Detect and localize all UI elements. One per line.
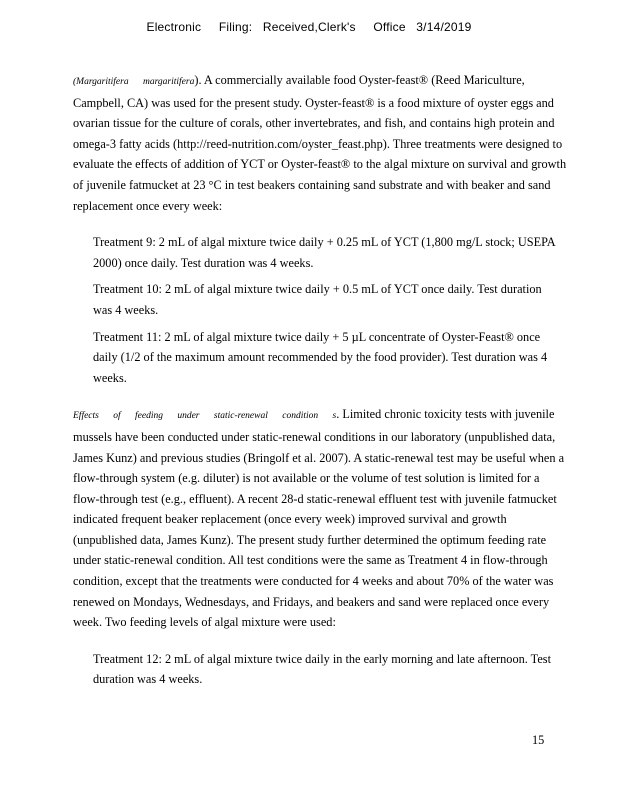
treatment-item: Treatment 11: 2 mL of algal mixture twice daily + 5 µL concentrate of Oyster-Feast® once daily (1/2 of the maximum amount recommended by the food provider). Test duration was 4 weeks. [93, 329, 548, 385]
static-renewal-text: . Limited chronic toxicity tests with juvenile mussels have been conducted under static-renewal conditions in our laboratory (unpublished data, James Kunz) and previous studies (Bringolf et al. 2007). A static-renewal test may be useful when a flow-through system (e.g. diluter) is not available or the volume of test solution is limited for a flow-through test (e.g., effluent). A recent 28-d static-renewal effluent test with juvenile fatmucket indicated frequent beaker replacement (once every week) improved survival and growth (unpublished data, James Kunz). The present study further determined the optimum feeding rate under static-renewal condition. All test conditions were the same as Treatment 4 in flow-through condition, except that the treatments were conducted for 4 weeks and about 70% of the water was renewed on Mondays, Wednesdays, and Fridays, and beakers and sand were replaced once every week. Two feeding levels of algal mixture were used: [73, 407, 565, 630]
filing-header: Electronic Filing: Received,Clerk's Office 3/14/2019 [146, 20, 472, 34]
treatment-item: Treatment 12: 2 mL of algal mixture twice daily in the early morning and late afternoon. Test duration was 4 weeks. [93, 651, 551, 687]
section-heading: Effects of feeding under static-renewal condition s [73, 411, 337, 422]
treatment-item: Treatment 9: 2 mL of algal mixture twice daily + 0.25 mL of YCT (1,800 mg/L stock; USEPA 2000) once daily. Test duration was 4 weeks. [93, 235, 555, 270]
intro-text: ). A commercially available food Oyster-feast® (Reed Mariculture, Campbell, CA) was used for the present study. Oyster-feast® is a food mixture of oyster eggs and ovarian tissue for the culture of corals, other invertebrates, and fish, and contains high protein and omega-3 fatty acids (http://reed-nutrition.com/oyster_feast.php). Three treatments were designed to evaluate the effects of addition of YCT or Oyster-feast® to the algal mixture on survival and growth of juvenile fatmucket at 23 °C in test beakers containing sand substrate and with beaker and sand replacement once every week: [73, 73, 567, 213]
treatment-item: Treatment 10: 2 mL of algal mixture twice daily + 0.5 mL of YCT once daily. Test duration was 4 weeks. [93, 282, 542, 317]
species-name: (Margaritifera margaritifera [73, 77, 195, 87]
static-renewal-paragraph [73, 404, 568, 633]
page-number: 15 [532, 733, 545, 747]
intro-paragraph [73, 70, 568, 216]
document-body [73, 70, 568, 696]
